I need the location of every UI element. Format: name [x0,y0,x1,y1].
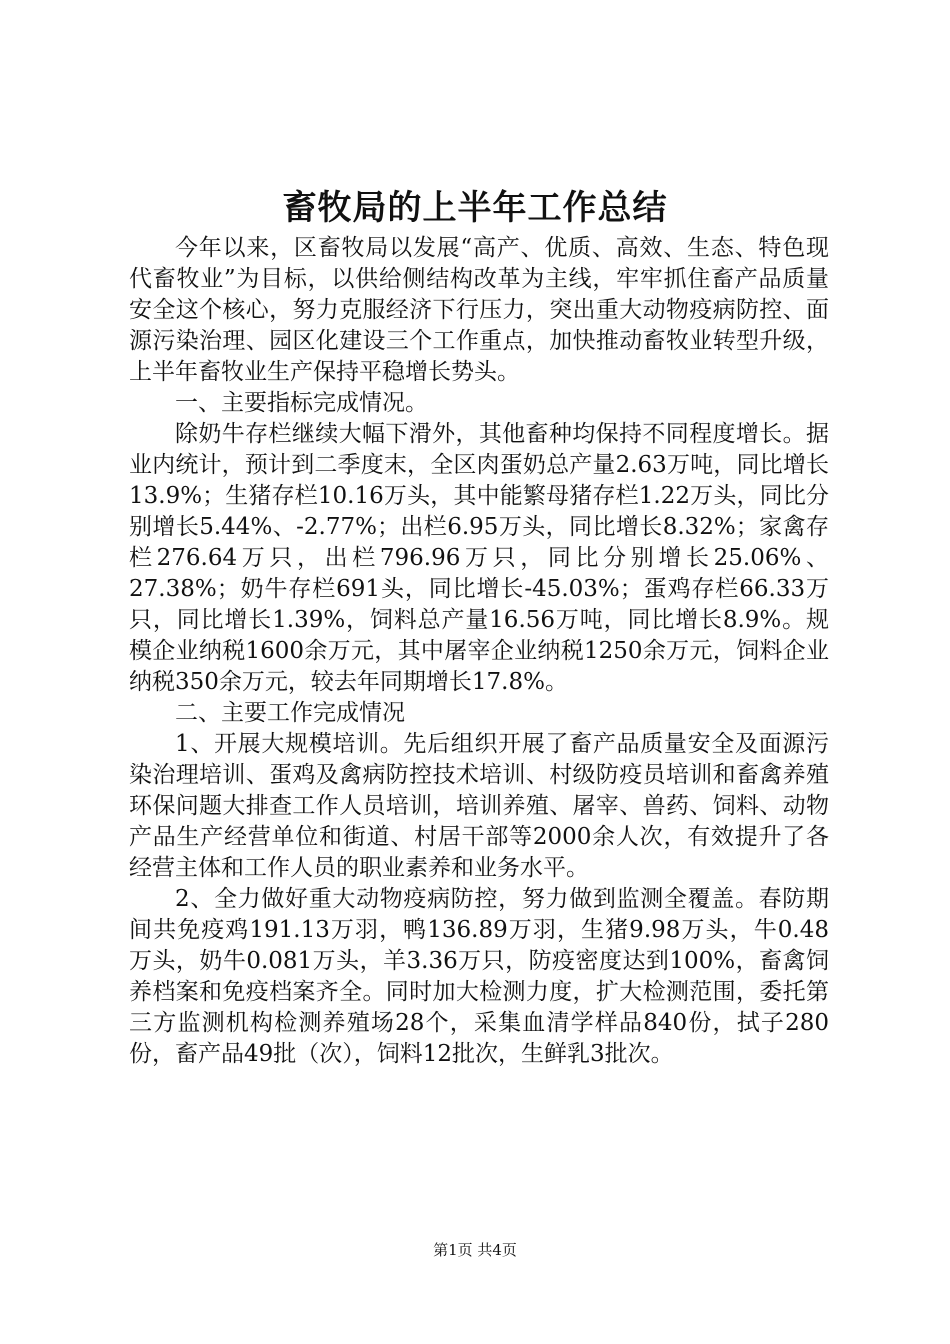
document-body [129,233,829,1070]
paragraph-epidemic-control: 2、全力做好重大动物疫病防控，努力做到监测全覆盖。春防期间共免疫鸡191.13万羽，鸭136.89万羽，生猪9.98万头，牛0.48万头，奶牛0.081万头，羊3.36万只，防疫密度达到100%，畜禽饲养档案和免疫档案齐全。同时加大检测力度，扩大检测范围，委托第三方监测机构检测养殖场28个，采集血清学样品840份，拭子280份，畜产品49批（次），饲料12批次，生鲜乳3批次。 [129,886,829,1067]
paragraph-intro: 今年以来，区畜牧局以发展“高产、优质、高效、生态、特色现代畜牧业”为目标，以供给侧结构改革为主线，牢牢抓住畜产品质量安全这个核心，努力克服经济下行压力，突出重大动物疫病防控、面源污染治理、园区化建设三个工作重点，加快推动畜牧业转型升级，上半年畜牧业生产保持平稳增长势头。 [129,235,829,385]
section-heading-2: 二、主要工作完成情况 [175,700,405,726]
paragraph-indicators: 除奶牛存栏继续大幅下滑外，其他畜种均保持不同程度增长。据业内统计，预计到二季度末，全区肉蛋奶总产量2.63万吨，同比增长13.9%；生猪存栏10.16万头，其中能繁母猪存栏1.22万头，同比分别增长5.44%、-2.77%；出栏6.95万头，同比增长8.32%；家禽存栏276.64万只，出栏796.96万只，同比分别增长25.06%、27.38%；奶牛存栏691头，同比增长-45.03%；蛋鸡存栏66.33万只，同比增长1.39%，饲料总产量16.56万吨，同比增长8.9%。规模企业纳税1600余万元，其中屠宰企业纳税1250余万元，饲料企业纳税350余万元，较去年同期增长17.8%。 [129,421,829,695]
section-heading-1: 一、主要指标完成情况。 [175,390,428,416]
page-number-footer: 第1页 共4页 [433,1241,517,1259]
document-title: 畜牧局的上半年工作总结 [282,188,668,228]
paragraph-training: 1、开展大规模培训。先后组织开展了畜产品质量安全及面源污染治理培训、蛋鸡及禽病防控技术培训、村级防疫员培训和畜禽养殖环保问题大排查工作人员培训，培训养殖、屠宰、兽药、饲料、动物产品生产经营单位和街道、村居干部等2000余人次，有效提升了各经营主体和工作人员的职业素养和业务水平。 [129,731,829,881]
